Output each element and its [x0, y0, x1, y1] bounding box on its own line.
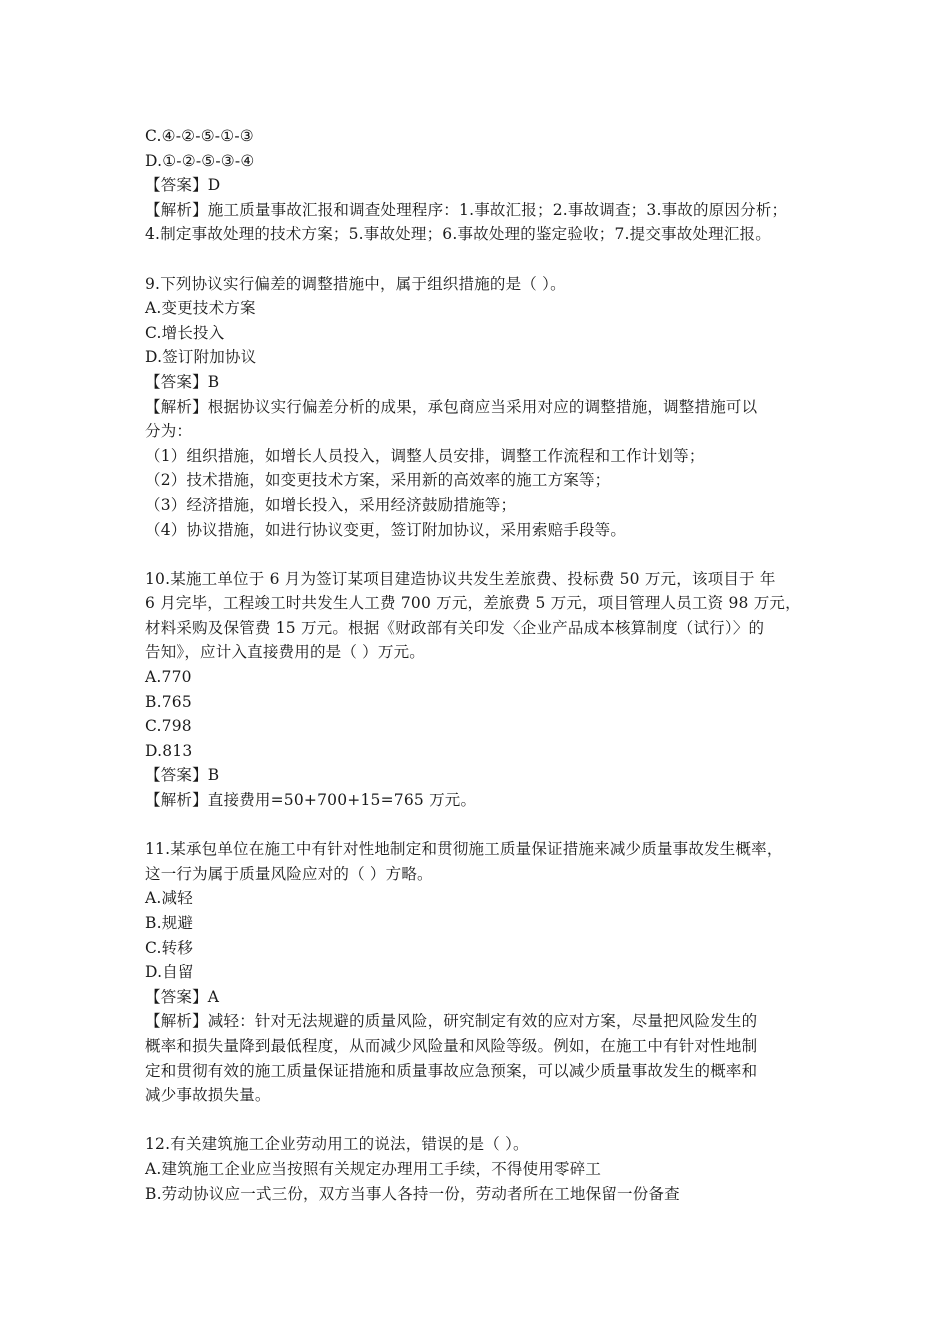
explanation-line: 【解析】根据协议实行偏差分析的成果，承包商应当采用对应的调整措施，调整措施可以 — [145, 397, 758, 416]
explanation-line: 减少事故损失量。 — [145, 1086, 271, 1105]
paragraph-gap — [145, 1108, 825, 1133]
explanation-line: 4.制定事故处理的技术方案；5.事故处理；6.事故处理的鉴定验收；7.提交事故处理汇报。 — [145, 225, 771, 244]
option-c: C.798 — [145, 717, 192, 736]
question-stem: 这一行为属于质量风险应对的（ ）方略。 — [145, 864, 433, 883]
explanation-line: 【解析】施工质量事故汇报和调查处理程序：1.事故汇报；2.事故调查；3.事故的原因分析； — [145, 200, 788, 219]
question-block-8 — [145, 124, 825, 247]
question-block-11 — [145, 837, 825, 1108]
answer: 【答案】B — [145, 372, 220, 391]
option-b: B.765 — [145, 692, 192, 711]
option-c: C.增长投入 — [145, 323, 225, 342]
option-a: A.770 — [145, 668, 192, 687]
explanation-item: （2）技术措施，如变更技术方案，采用新的高效率的施工方案等； — [145, 471, 611, 490]
paragraph-gap — [145, 542, 825, 567]
explanation-item: （1）组织措施，如增长人员投入，调整人员安排，调整工作流程和工作计划等； — [145, 446, 705, 465]
question-stem: 9.下列协议实行偏差的调整措施中，属于组织措施的是（ ）。 — [145, 274, 566, 293]
document-page — [145, 124, 825, 1206]
question-stem: 材料采购及保管费 15 万元。根据《财政部有关印发〈企业产品成本核算制度（试行）〉的 — [145, 618, 765, 637]
answer: 【答案】D — [145, 176, 221, 195]
answer: 【答案】A — [145, 987, 220, 1006]
option-c: C.转移 — [145, 938, 194, 957]
explanation-line: 分为： — [145, 422, 193, 441]
explanation-item: （3）经济措施，如增长投入，采用经济鼓励措施等； — [145, 495, 517, 514]
explanation-line: 定和贯彻有效的施工质量保证措施和质量事故应急预案，可以减少质量事故发生的概率和 — [145, 1061, 758, 1080]
explanation-line: 【解析】减轻：针对无法规避的质量风险，研究制定有效的应对方案，尽量把风险发生的 — [145, 1012, 758, 1031]
option-a: A.减轻 — [145, 889, 193, 908]
option-c: C.④-②-⑤-①-③ — [145, 127, 254, 145]
option-d: D.签订附加协议 — [145, 348, 257, 367]
option-a: A.建筑施工企业应当按照有关规定办理用工手续，不得使用零碎工 — [145, 1159, 602, 1178]
option-b: B.劳动协议应一式三份，双方当事人各持一份，劳动者所在工地保留一份备查 — [145, 1184, 680, 1203]
question-block-12 — [145, 1132, 825, 1206]
paragraph-gap — [145, 247, 825, 272]
option-d: D.自留 — [145, 963, 194, 982]
answer: 【答案】B — [145, 766, 220, 785]
option-a: A.变更技术方案 — [145, 299, 256, 318]
question-block-9 — [145, 272, 825, 543]
option-d: D.813 — [145, 741, 193, 760]
question-stem: 12.有关建筑施工企业劳动用工的说法，错误的是（ ）。 — [145, 1135, 529, 1154]
explanation-line: 【解析】直接费用=50+700+15=765 万元。 — [145, 791, 477, 810]
question-stem: 11.某承包单位在施工中有针对性地制定和贯彻施工质量保证措施来减少质量事故发生概率， — [145, 840, 783, 859]
paragraph-gap — [145, 813, 825, 838]
question-stem: 6 月完毕，工程竣工时共发生人工费 700 万元，差旅费 5 万元，项目管理人员工资 98 万元， — [145, 594, 801, 613]
option-d: D.①-②-⑤-③-④ — [145, 151, 255, 170]
explanation-item: （4）协议措施，如进行协议变更，签订附加协议，采用索赔手段等。 — [145, 520, 627, 539]
question-block-10 — [145, 567, 825, 813]
question-stem: 告知》，应计入直接费用的是（ ）万元。 — [145, 643, 425, 662]
explanation-line: 概率和损失量降到最低程度，从而减少风险量和风险等级。例如，在施工中有针对性地制 — [145, 1036, 758, 1055]
option-b: B.规避 — [145, 914, 194, 932]
question-stem: 10.某施工单位于 6 月为签订某项目建造协议共发生差旅费、投标费 50 万元，该项目于 年 — [145, 569, 776, 588]
